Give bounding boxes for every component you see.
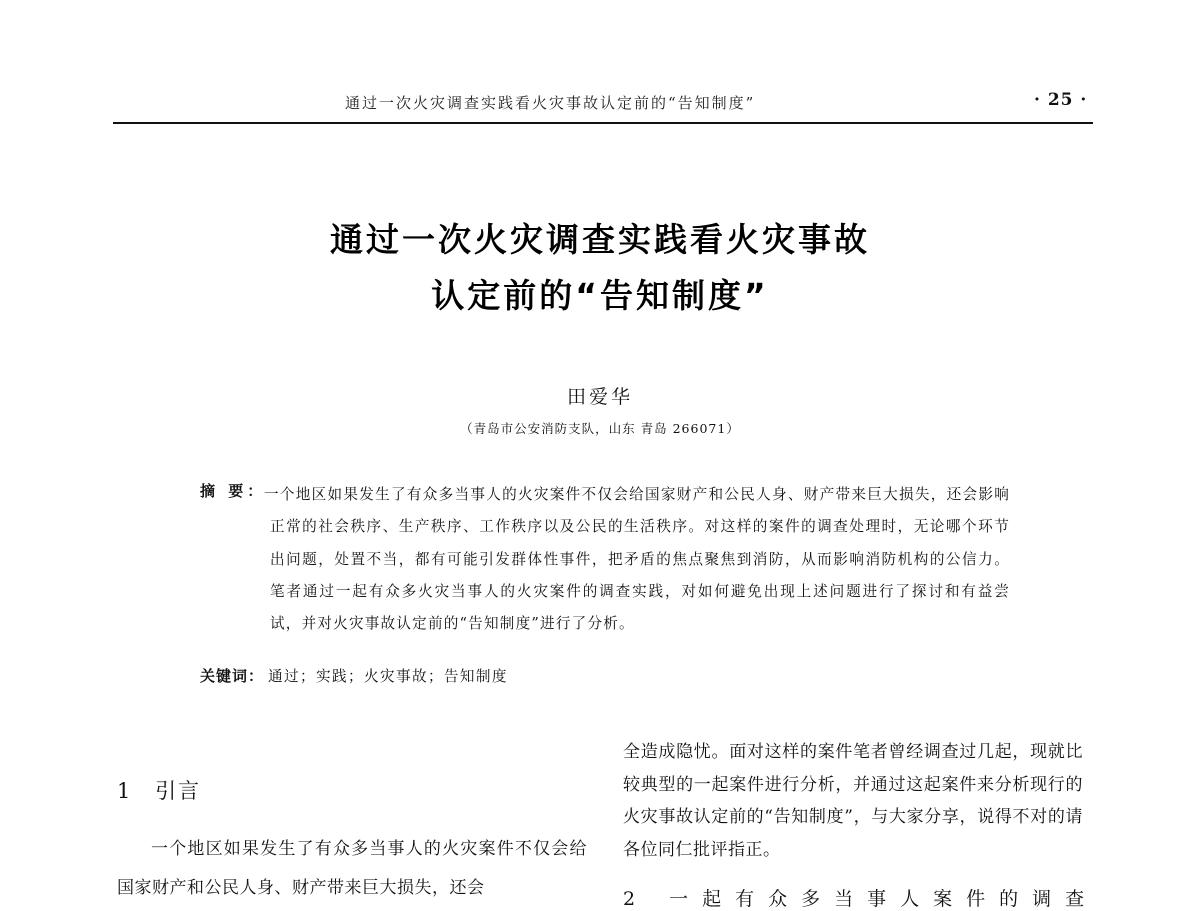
author-affiliation: （青岛市公安消防支队，山东 青岛 266071）: [460, 421, 740, 436]
abstract-text: 一个地区如果发生了有众多当事人的火灾案件不仅会给国家财产和公民人身、财产带来巨大损失，还会影响正常的社会秩序、生产秩序、工作秩序以及公民的生活秩序。对这样的案件的调查处理时，无论哪个环节出问题，处置不当，都有可能引发群体性事件，把矛盾的焦点聚焦到消防，从而影响消防机构的公信力。笔者通过一起有众多火灾当事人的火灾案件的调查实践，对如何避免出现上述问题进行了探讨和有益尝试，并对火灾事故认定前的“告知制度”进行了分析。: [264, 486, 1010, 633]
author-name: 田爱华: [566, 386, 633, 408]
next-section-heading-partial: 2 一起有众多当事人案件的调查: [623, 888, 1099, 910]
header-rule: [113, 122, 1093, 124]
article-title-line2: 认定前的“告知制度”: [431, 276, 769, 315]
keywords-text: 通过；实践；火灾事故；告知制度: [268, 668, 508, 685]
body-column-left: 一个地区如果发生了有众多当事人的火灾案件不仅会给国家财产和公民人身、财产带来巨大损失，还会: [117, 839, 587, 898]
section-title: 引言: [155, 779, 202, 803]
section-heading: [117, 775, 201, 805]
article-title-line1: 通过一次火灾调查实践看火灾事故: [330, 220, 870, 259]
section-number: 1: [117, 779, 133, 803]
keywords-label: 关键词：: [200, 667, 265, 685]
running-title: 通过一次火灾调查实践看火灾事故认定前的“告知制度”: [345, 94, 756, 112]
page-number: · 25 ·: [1034, 90, 1088, 110]
abstract-label: 摘 要：: [200, 482, 267, 500]
body-column-right: 全造成隐忧。面对这样的案件笔者曾经调查过几起，现就比较典型的一起案件进行分析，并通过这起案件来分析现行的火灾事故认定前的“告知制度”，与大家分享，说得不对的请各位同仁批评指正。: [623, 742, 1083, 860]
